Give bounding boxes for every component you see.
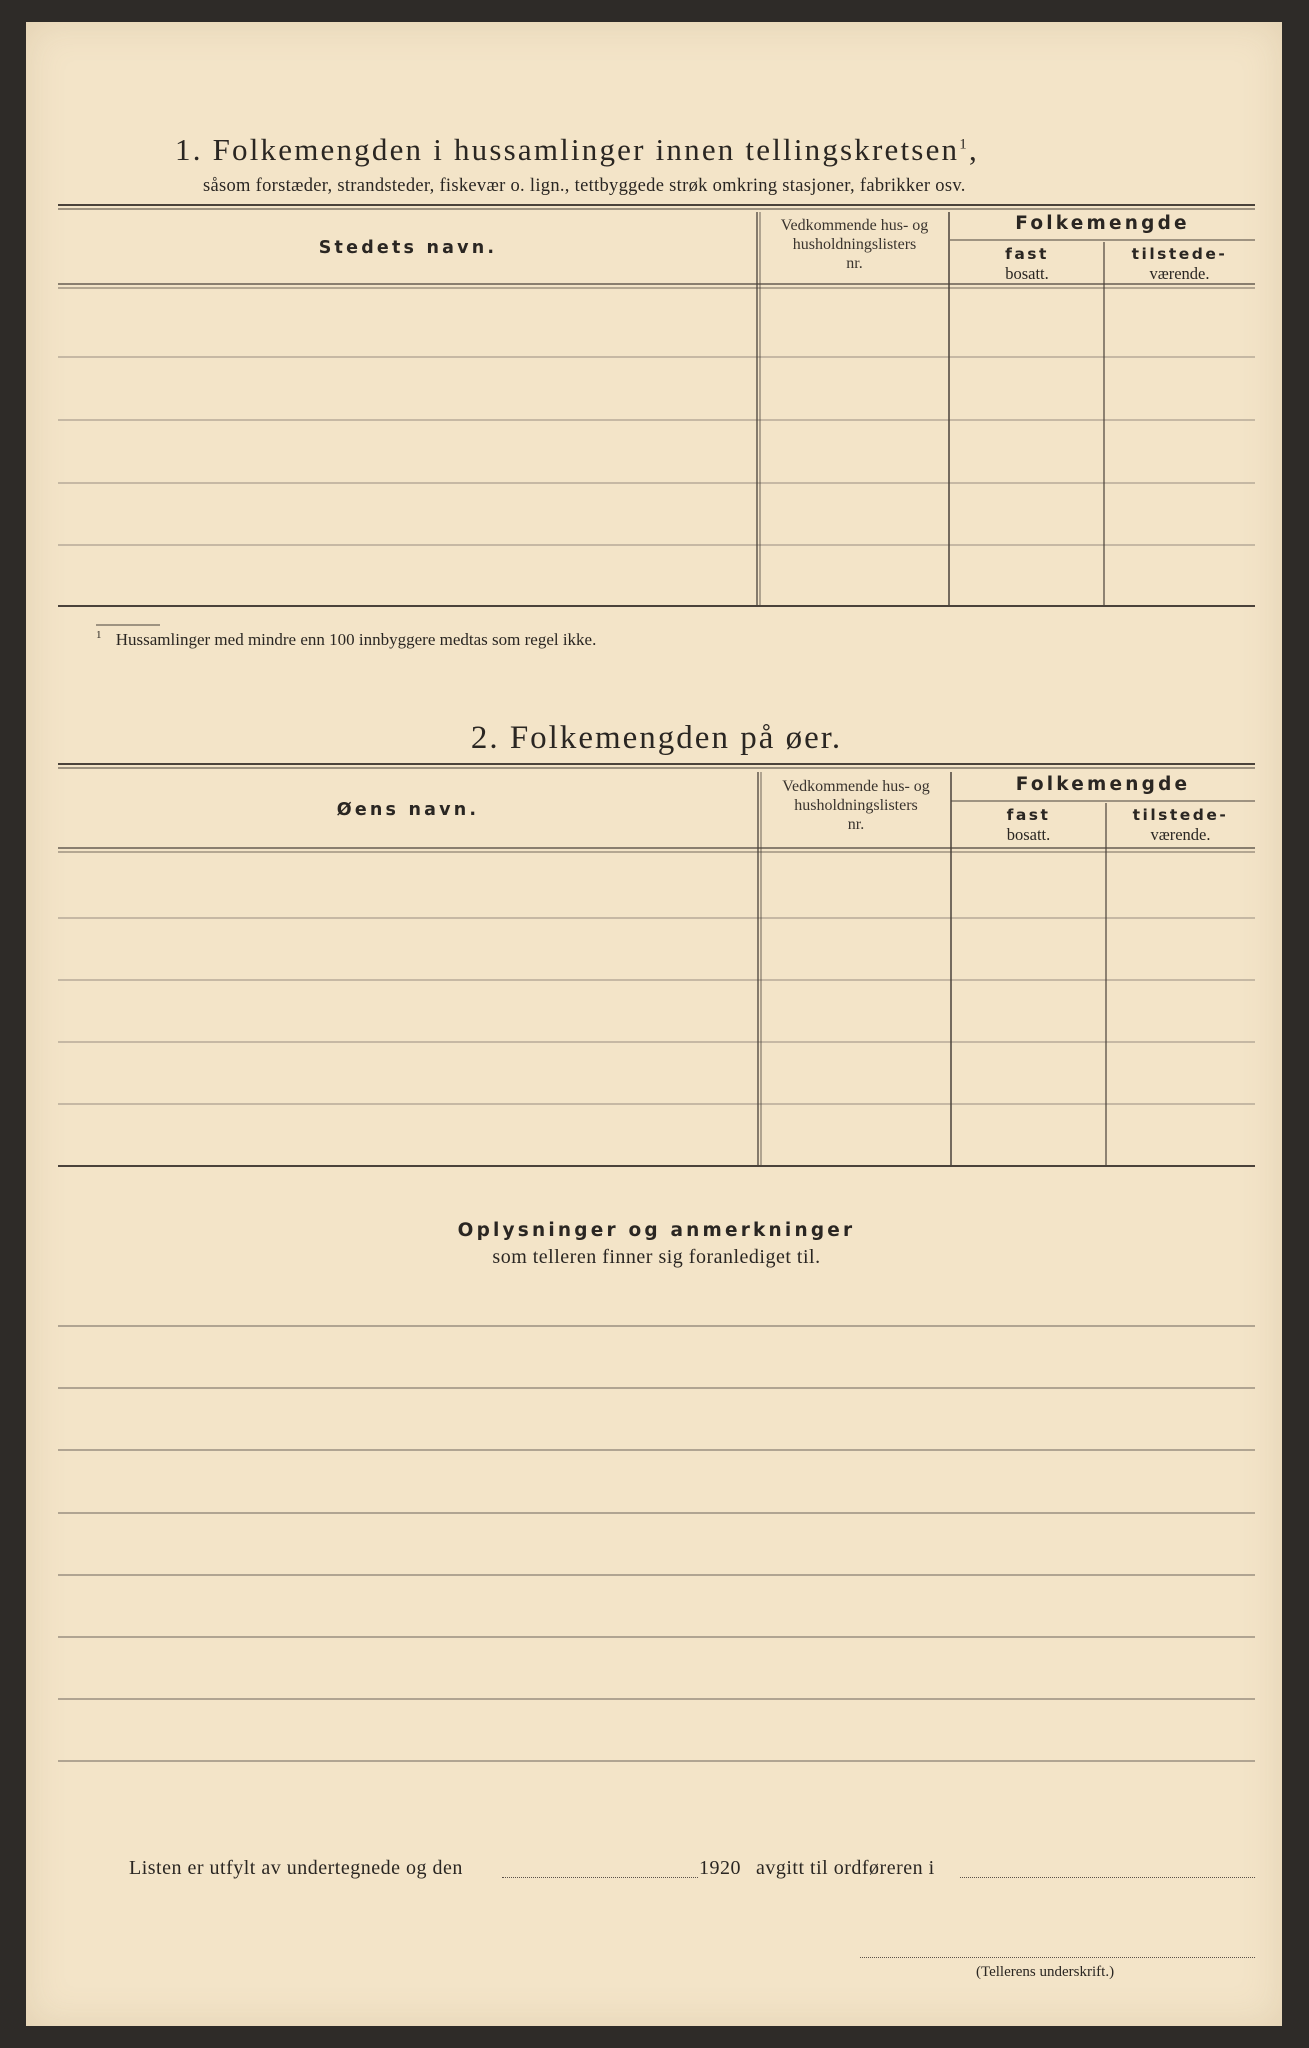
list-header-line3: nr. xyxy=(847,816,865,833)
bosatt-label: bosatt. xyxy=(1006,825,1051,844)
mayor-fill-line xyxy=(960,1877,1255,1878)
column-header-list-numbers-2 xyxy=(761,777,951,834)
footnote-ref: 1 xyxy=(959,136,969,153)
fast-label: fast xyxy=(1006,806,1051,824)
bosatt-label: bosatt. xyxy=(1005,264,1049,283)
signature-label: (Tellerens underskrift.) xyxy=(976,1964,1115,1980)
remarks-heading: Oplysninger og anmerkninger xyxy=(457,1220,856,1241)
footer-text-delivered-to: avgitt til ordføreren i xyxy=(756,1857,935,1879)
tilstede-label: tilstede- xyxy=(1132,806,1229,824)
column-header-place-name: Stedets navn. xyxy=(318,238,498,258)
section1-title-text: 1. Folkemengden i hussamlinger innen tellingskretsen xyxy=(175,132,960,167)
tilstede-label: tilstede- xyxy=(1131,245,1228,263)
footer-text-completed-by: Listen er utfylt av undertegnede og den xyxy=(129,1857,463,1879)
section2-title: 2. Folkemengden på øer. xyxy=(470,720,843,756)
fast-label: fast xyxy=(1005,245,1049,263)
vaerende-label: værende. xyxy=(1150,825,1211,844)
title-comma: , xyxy=(968,132,979,167)
column-header-population-2: Folkemengde xyxy=(1015,774,1191,795)
column-header-list-numbers xyxy=(760,216,949,273)
list-header-line2: husholdningslisters xyxy=(792,236,917,253)
column-header-resident-2 xyxy=(951,805,1106,845)
column-header-present-2 xyxy=(1106,805,1255,845)
footnote-text: Hussamlinger med mindre enn 100 innbyggere medtas som regel ikke. xyxy=(115,629,597,649)
column-header-present xyxy=(1104,244,1255,284)
list-header-line2: husholdningslisters xyxy=(794,797,918,814)
section1-title xyxy=(175,132,979,168)
remarks-subheading: som telleren finner sig foranlediget til. xyxy=(492,1246,821,1268)
column-header-resident xyxy=(950,244,1104,284)
section1-subtitle: såsom forstæder, strandsteder, fiskevær o. lign., tettbyggede strøk omkring stasjoner, fabrikker osv. xyxy=(203,176,966,196)
list-header-line3: nr. xyxy=(846,255,863,272)
signature-line xyxy=(860,1957,1255,1958)
list-header-line1: Vedkommende hus- og xyxy=(782,778,930,795)
footer-year: 1920 xyxy=(699,1857,741,1879)
list-header-line1: Vedkommende hus- og xyxy=(780,217,929,234)
date-fill-line xyxy=(502,1877,698,1878)
column-header-island-name: Øens navn. xyxy=(336,800,480,820)
column-header-population: Folkemengde xyxy=(1015,213,1190,234)
footnote xyxy=(96,629,596,650)
vaerende-label: værende. xyxy=(1149,264,1210,283)
footnote-mark: 1 xyxy=(96,629,102,641)
